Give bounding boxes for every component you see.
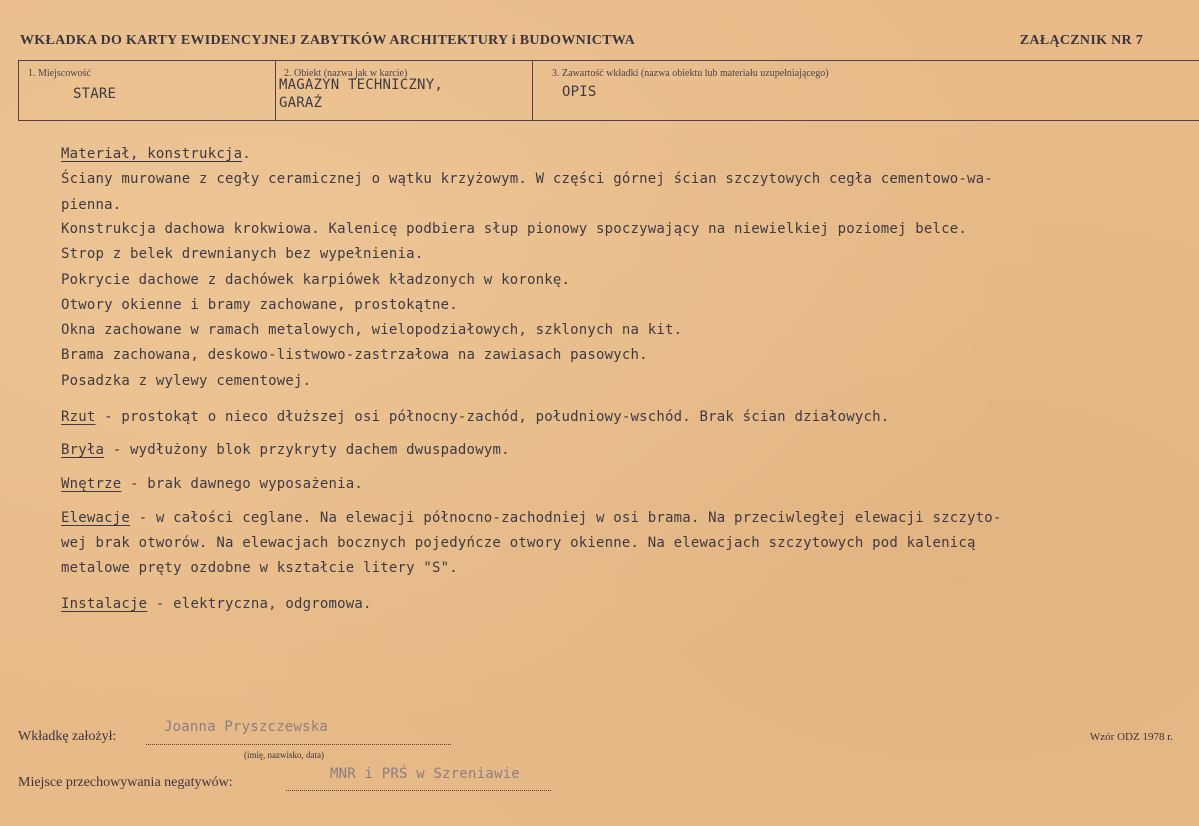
bryla-heading: Bryła [61,442,105,458]
material-line: Ściany murowane z cegły ceramicznej o wątku krzyżowym. W części górnej ścian szczytowych cegła cementowo-wa- [61,171,993,187]
annex-number: ZAŁĄCZNIK NR 7 [1019,33,1143,48]
material-line: Konstrukcja dachowa krokwiowa. Kalenicę podbiera słup pionowy spoczywający na niewielkiej poziomej belce. [61,221,968,237]
rzut-text: - prostokąt o nieco dłuższej osi północny-zachód, południowy-wschód. Brak ścian działowych. [95,409,890,425]
instalacje-text: - elektryczna, odgromowa. [147,596,372,612]
fields-divider-1 [275,60,276,120]
material-line: Strop z belek drewnianych bez wypełnienia. [61,246,424,262]
material-line: Pokrycie dachowe z dachówek karpiówek kładzonych w koronkę. [61,272,571,288]
bryla-text: - wydłużony blok przykryty dachem dwuspadowym. [104,442,510,458]
rzut-paragraph [61,409,889,425]
created-by-caption: (imię, nazwisko, data) [244,750,324,760]
contents-value: OPIS [562,84,597,100]
instalacje-heading: Instalacje [61,596,148,612]
wnetrze-text: - brak dawnego wyposażenia. [121,476,364,492]
material-heading: Materiał, konstrukcja [61,146,243,162]
negatives-label: Miejsce przechowywania negatywów: [18,775,233,790]
negatives-value: MNR i PRŚ w Szreniawie [330,766,520,782]
wnetrze-paragraph [61,476,363,492]
created-by-line [146,744,451,745]
created-by-label: Wkładkę założył: [18,729,117,744]
fields-left-border [18,60,19,120]
material-line: pienna. [61,197,122,213]
elewacje-line: metalowe pręty ozdobne w kształcie litery "S". [61,560,458,576]
object-value-line1: MAGAZYN TECHNICZNY, [279,77,443,93]
header-divider [18,60,1199,61]
elewacje-paragraph [61,510,1002,526]
material-line: Otwory okienne i bramy zachowane, prostokątne. [61,297,458,313]
created-by-value: Joanna Pryszczewska [164,719,328,735]
instalacje-paragraph [61,596,372,612]
negatives-line [286,790,551,791]
material-line: Posadzka z wylewy cementowej. [61,373,312,389]
bryla-paragraph [61,442,510,458]
elewacje-line: wej brak otworów. Na elewacjach bocznych pojedyńcze otwory okienne. Na elewacjach szczytowych pod kalenicą [61,535,976,551]
material-line: Brama zachowana, deskowo-listwowo-zastrzałowa na zawiasach pasowych. [61,347,648,363]
material-heading-end: . [242,146,251,162]
elewacje-text: - w całości ceglane. Na elewacji północno-zachodniej w osi brama. Na przeciwległej elewacji szczyto- [130,510,1002,526]
elewacje-heading: Elewacje [61,510,131,526]
place-value: STARE [73,86,117,102]
fields-divider-2 [532,60,533,120]
contents-label: 3. Zawartość wkładki (nazwa obiektu lub materiału uzupełniającego) [552,68,829,79]
material-line: Okna zachowane w ramach metalowych, wielopodziałowych, szklonych na kit. [61,322,683,338]
document-title: WKŁADKA DO KARTY EWIDENCYJNEJ ZABYTKÓW ARCHITEKTURY i BUDOWNICTWA [20,33,636,48]
material-heading-line [61,146,251,162]
object-value-line2: GARAŻ [279,95,323,111]
fields-bottom-divider [18,120,1199,121]
object-label: 2. Obiekt (nazwa jak w karcie) [284,68,408,79]
form-pattern-label: Wzór ODZ 1978 r. [1089,731,1173,743]
wnetrze-heading: Wnętrze [61,476,122,492]
rzut-heading: Rzut [61,409,96,425]
place-label: 1. Miejscowość [28,68,91,79]
